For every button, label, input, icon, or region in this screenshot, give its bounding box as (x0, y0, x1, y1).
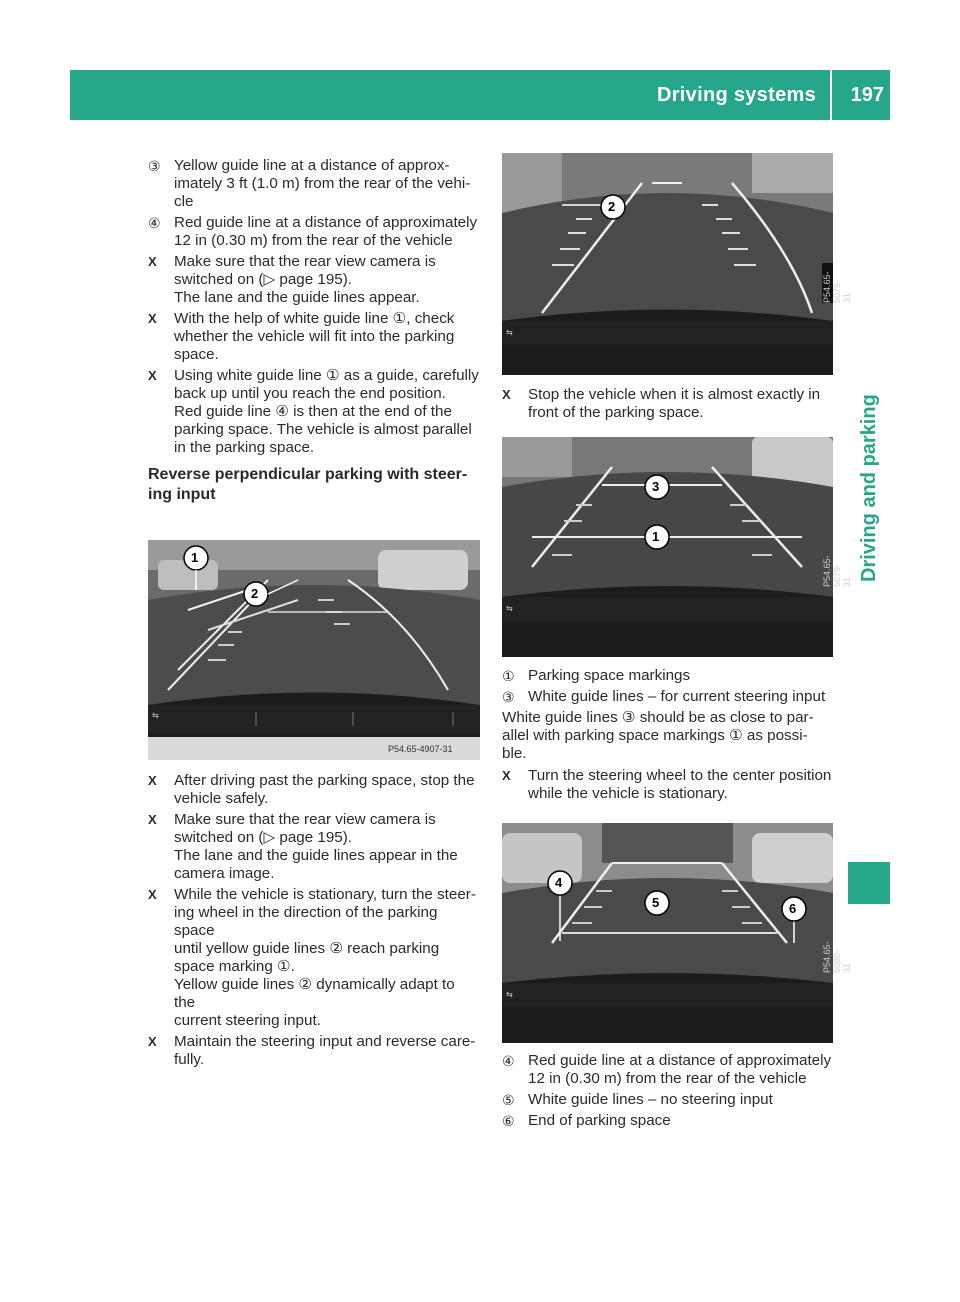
step-text: After driving past the parking space, stop the vehicle safely. (174, 772, 475, 807)
callout-1: 1 (652, 529, 660, 544)
legend-marker: ③ (502, 689, 515, 705)
camera-image-1 (148, 540, 480, 760)
legend-item (502, 667, 833, 685)
legend-marker: ④ (502, 1053, 515, 1069)
step-text: Maintain the steering input and reverse care- fully. (174, 1033, 476, 1068)
svg-text:⇆: ⇆ (506, 328, 513, 337)
legend-item (502, 1112, 833, 1130)
left-column (148, 157, 480, 511)
legend-marker: ① (502, 668, 515, 684)
side-tab (848, 122, 890, 847)
callout-2: 2 (608, 199, 616, 214)
instruction-step (502, 767, 833, 803)
legend-text: Parking space markings (528, 667, 691, 684)
legend-text: White guide lines – no steering input (528, 1091, 773, 1108)
image-code: P54.65-5078-31 (822, 271, 852, 303)
paragraph: White guide lines ③ should be as close to par- allel with parking space markings ① as possi- ble. (502, 709, 814, 762)
chapter-label: Driving and parking (858, 394, 880, 582)
callout-3: 3 (652, 479, 660, 494)
legend-item (148, 157, 480, 211)
step-marker: X (148, 887, 157, 902)
instruction-step (148, 811, 480, 883)
right-middle-text (502, 667, 833, 806)
svg-text:⇆: ⇆ (506, 990, 513, 999)
legend-item (148, 214, 480, 250)
header-divider (830, 70, 832, 120)
legend-text: White guide lines – for current steering input (528, 688, 826, 705)
callout-6: 6 (789, 901, 797, 916)
legend-text: End of parking space (528, 1112, 671, 1129)
camera-image-2 (502, 153, 852, 375)
section-title: Driving systems (656, 84, 816, 106)
instruction-step (502, 386, 833, 422)
page-number: 197 (850, 84, 884, 106)
camera-image-4 (502, 823, 852, 1043)
legend-item (502, 688, 833, 706)
instruction-step (148, 886, 480, 1030)
step-text: Stop the vehicle when it is almost exactly in front of the parking space. (528, 386, 821, 421)
step-text: Using white guide line ① as a guide, carefully back up until you reach the end position. Red guide line ④ is then at the end of the parking space. The vehicle is almost parallel in the parking space. (174, 367, 479, 456)
step-text: Make sure that the rear view camera is switched on (▷ page 195). The lane and the guide lines appear. (174, 253, 436, 306)
svg-text:⇆: ⇆ (152, 711, 159, 720)
step-text: Make sure that the rear view camera is switched on (▷ page 195). The lane and the guide lines appear in the camera image. (174, 811, 458, 882)
step-marker: X (148, 368, 157, 383)
legend-item (502, 1091, 833, 1109)
step-marker: X (148, 812, 157, 827)
section-heading: Reverse perpendicular parking with steer- ing input (148, 466, 468, 503)
step-marker: X (502, 768, 511, 783)
right-step-c (502, 386, 833, 425)
page-header (70, 70, 890, 120)
step-text: With the help of white guide line ①, check whether the vehicle will fit into the parking space. (174, 310, 455, 363)
right-bottom-legend (502, 1052, 833, 1133)
instruction-step (148, 1033, 480, 1069)
callout-2: 2 (251, 586, 259, 601)
step-marker: X (148, 311, 157, 326)
step-text: Turn the steering wheel to the center position while the vehicle is stationary. (528, 767, 832, 802)
image-code: P54.65-4907-31 (388, 744, 453, 754)
legend-item (502, 1052, 833, 1088)
legend-text: Red guide line at a distance of approximately 12 in (0.30 m) from the rear of the vehicle (528, 1052, 832, 1087)
left-column-lower (148, 772, 480, 1072)
callout-1: 1 (191, 550, 199, 565)
instruction-step (148, 253, 480, 307)
svg-text:⇆: ⇆ (506, 604, 513, 613)
legend-text: Yellow guide line at a distance of approx- imately 3 ft (1.0 m) from the rear of the vehi- cle (174, 157, 471, 210)
instruction-step (148, 772, 480, 808)
callout-5: 5 (652, 895, 660, 910)
legend-marker: ④ (148, 215, 161, 231)
camera-image-3 (502, 437, 852, 657)
step-text: While the vehicle is stationary, turn the steer- ing wheel in the direction of the parking space until yellow guide lines ② reach parking space marking ①. Yellow guide lines ② dynamically adapt to the current steering input. (174, 886, 476, 1029)
image-code: P54.65-5080-31 (822, 941, 852, 973)
legend-marker: ⑤ (502, 1092, 515, 1108)
instruction-step (148, 310, 480, 364)
step-marker: X (148, 773, 157, 788)
legend-marker: ③ (148, 158, 161, 174)
legend-marker: ⑥ (502, 1113, 515, 1129)
chapter-marker-block (848, 862, 890, 904)
step-marker: X (502, 387, 511, 402)
step-marker: X (148, 254, 157, 269)
instruction-step (148, 367, 480, 457)
step-marker: X (148, 1034, 157, 1049)
image-code: P54.65-5079-31 (822, 555, 852, 587)
callout-4: 4 (555, 875, 563, 890)
legend-text: Red guide line at a distance of approximately 12 in (0.30 m) from the rear of the vehicle (174, 214, 478, 249)
